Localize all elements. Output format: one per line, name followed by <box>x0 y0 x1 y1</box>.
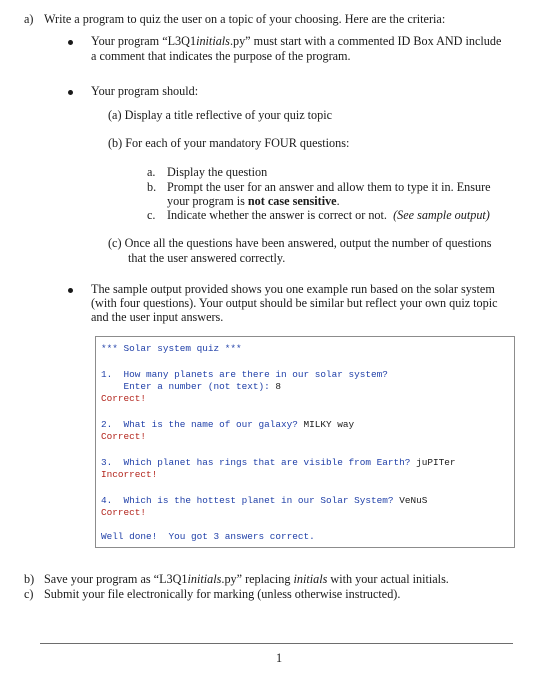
bullet3-line2: (with four questions). Your output should be similar but reflect your own quiz topic <box>91 296 498 310</box>
console-q3-result: Incorrect! <box>101 469 158 480</box>
bullet2-heading: Your program should: <box>91 84 199 98</box>
console-title: *** Solar system quiz *** <box>101 343 242 354</box>
part-a-marker: a) <box>24 12 34 26</box>
criteria-item-c-line1: (c) Once all the questions have been answered, output the number of questions <box>108 236 492 250</box>
console-q1-answer: 8 <box>275 381 282 392</box>
console-q4: 4. Which is the hottest planet in our Solar System? VeNuS <box>101 495 428 506</box>
criteria-item-c-line2: that the user answered correctly. <box>128 251 286 265</box>
console-q2: 2. What is the name of our galaxy? MILKY way <box>101 419 355 430</box>
sub-item-c: Indicate whether the answer is correct or not. (See sample output) <box>167 208 490 222</box>
bullet1-line1: Your program “L3Q1initials.py” must start with a commented ID Box AND include <box>91 34 502 48</box>
bullet1-line2: a comment that indicates the purpose of the program. <box>91 49 351 63</box>
sub-item-b-line1: Prompt the user for an answer and allow them to type it in. Ensure <box>167 180 491 194</box>
bullet-dot <box>68 40 73 45</box>
part-c-marker: c) <box>24 587 34 601</box>
console-final: Well done! You got 3 answers correct. <box>101 531 315 542</box>
bullet3-line3: and the user input answers. <box>91 310 224 324</box>
console-q4-result: Correct! <box>101 507 147 518</box>
sub-item-b-line2: your program is not case sensitive. <box>167 194 340 208</box>
sample-output-console <box>95 336 515 548</box>
bullet-dot <box>68 288 73 293</box>
part-c-text: Submit your file electronically for marking (unless otherwise instructed). <box>44 587 401 601</box>
bullet3-line1: The sample output provided shows you one example run based on the solar system <box>91 282 495 296</box>
sub-item-a-marker: a. <box>147 165 156 179</box>
sub-item-a: Display the question <box>167 165 268 179</box>
console-q3-answer: juPITer <box>416 457 456 468</box>
page-number: 1 <box>276 651 283 665</box>
part-a-intro: Write a program to quiz the user on a topic of your choosing. Here are the criteria: <box>44 12 446 26</box>
sub-item-b-marker: b. <box>147 180 157 194</box>
console-q1-result: Correct! <box>101 393 147 404</box>
console-q2-result: Correct! <box>101 431 147 442</box>
console-q1: 1. How many planets are there in our solar system? <box>101 369 388 380</box>
criteria-item-b: (b) For each of your mandatory FOUR questions: <box>108 136 350 150</box>
sub-item-c-marker: c. <box>147 208 156 222</box>
sub-item-c-note: (See sample output) <box>393 208 490 222</box>
console-q2-answer: MILKY way <box>303 419 355 430</box>
console-q1-prompt: Enter a number (not text): 8 <box>101 381 282 392</box>
part-b-marker: b) <box>24 572 35 586</box>
criteria-item-a: (a) Display a title reflective of your quiz topic <box>108 108 333 122</box>
footer-divider <box>40 643 513 644</box>
console-q3: 3. Which planet has rings that are visible from Earth? juPITer <box>101 457 456 468</box>
part-b-text: Save your program as “L3Q1initials.py” replacing initials with your actual initials. <box>44 572 449 586</box>
console-q4-answer: VeNuS <box>399 495 428 506</box>
bullet-dot <box>68 90 73 95</box>
